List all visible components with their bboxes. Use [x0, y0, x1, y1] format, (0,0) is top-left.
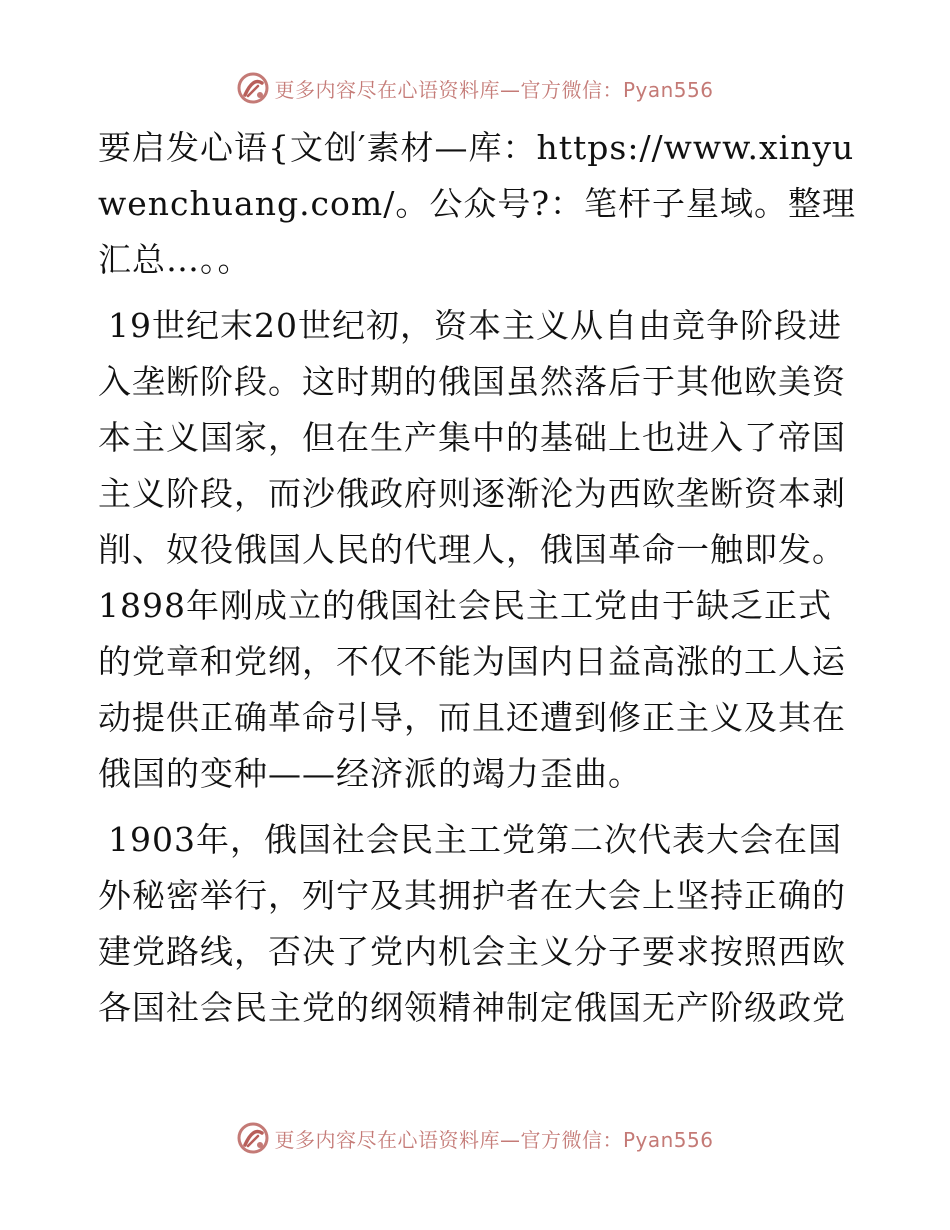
seal-logo-icon	[236, 1121, 270, 1155]
header-banner-text: 更多内容尽在心语资料库—官方微信：Pyan556	[274, 77, 714, 102]
paragraph-congress: 1903年，俄国社会民主工党第二次代表大会在国外秘密举行，列宁及其拥护者在大会上坚持正确的建党路线，否决了党内机会主义分子要求按照西欧各国社会民主党的纲领精神制定俄国无产阶级政党	[98, 820, 846, 1027]
footer-banner-text: 更多内容尽在心语资料库—官方微信：Pyan556	[274, 1127, 714, 1152]
footer-banner	[0, 1118, 950, 1158]
header-banner	[0, 68, 950, 108]
seal-logo-icon	[236, 71, 270, 105]
paragraph-intro: 要启发心语{文创′素材—库：https://www.xinyuwenchuang.com/。公众号?：笔杆子星域。整理汇总…。。	[98, 128, 857, 279]
paragraph-history: 19世纪末20世纪初，资本主义从自由竞争阶段进入垄断阶段。这时期的俄国虽然落后于其他欧美资本主义国家，但在生产集中的基础上也进入了帝国主义阶段，而沙俄政府则逐渐沦为西欧垄断资本剥削、奴役俄国人民的代理人，俄国革命一触即发。1898年刚成立的俄国社会民主工党由于缺乏正式的党章和党纲，不仅不能为国内日益高涨的工人运动提供正确革命引导，而且还遭到修正主义及其在俄国的变种——经济派的竭力歪曲。	[98, 306, 846, 793]
document-body	[98, 120, 858, 1036]
